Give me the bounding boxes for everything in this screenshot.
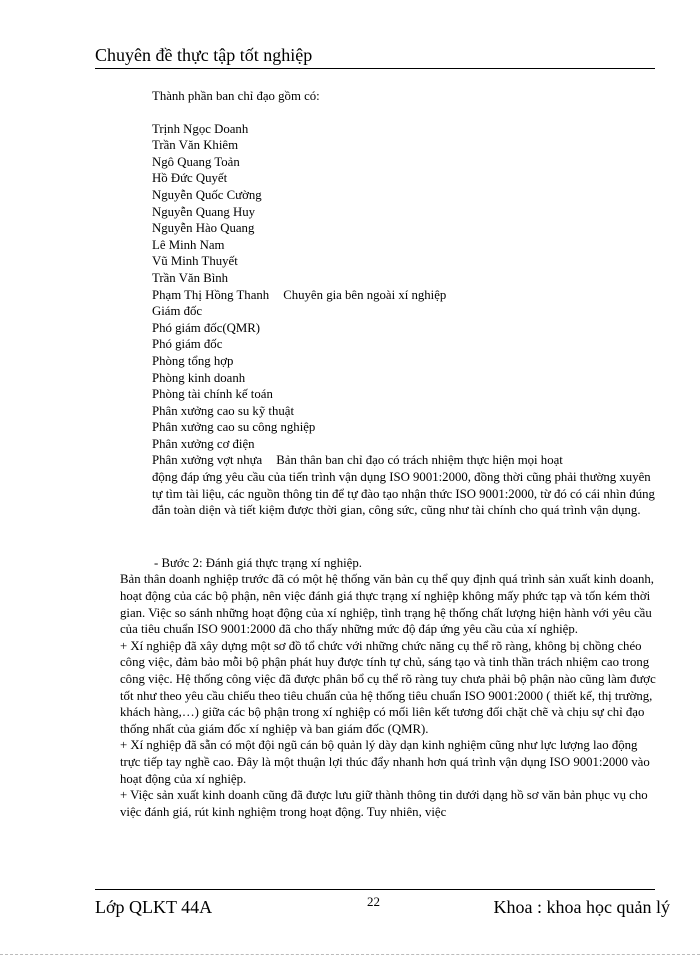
list-item-name: Phạm Thị Hồng Thanh xyxy=(152,287,270,302)
list-item: Phòng tài chính kế toán xyxy=(152,387,273,402)
list-item: Nguyễn Hào Quang xyxy=(152,221,255,236)
list-item: Phòng kinh doanh xyxy=(152,370,246,385)
list-item: Phó giám đốc(QMR) xyxy=(152,320,261,335)
footer-class-label: Lớp QLKT 44A xyxy=(95,897,213,917)
list-item: Phân xưởng cao su kỹ thuật xyxy=(152,403,295,418)
list-item: Hồ Đức Quyết xyxy=(152,171,228,186)
responsibility-lead: Bản thân ban chỉ đạo có trách nhiệm thực hiện mọi hoạt xyxy=(276,453,563,468)
step2-heading: - Bước 2: Đánh giá thực trạng xí nghiệp. xyxy=(154,555,362,570)
list-item: Phân xưởng cao su công nghiệp xyxy=(152,420,316,435)
list-item: Giám đốc xyxy=(152,304,203,319)
list-item: Lê Minh Nam xyxy=(152,237,225,252)
committee-intro: Thành phần ban chỉ đạo gồm có: xyxy=(152,89,320,103)
document-body xyxy=(120,88,656,820)
page-header-title: Chuyên đề thực tập tốt nghiệp xyxy=(95,45,313,65)
list-item: Trần Văn Bình xyxy=(152,270,229,285)
committee-list xyxy=(120,121,656,469)
list-item: Phân xưởng cơ điện xyxy=(152,436,255,451)
responsibility-paragraph: động đáp ứng yêu cầu của tiến trình vận dụng ISO 9001:2000, đồng thời cũng phải thường xuyên tự tìm tài liệu, các nguồn thông tin để tự đào tạo nhận thức ISO 9001:2000, từ đó có cái nhìn đúng đắn toàn diện và tiết kiệm được thời gian, công sức, cũng như tài chính cho quá trình vận dụng. xyxy=(152,470,655,518)
list-item: Trần Văn Khiêm xyxy=(152,138,239,153)
page-number: 22 xyxy=(367,894,380,909)
list-item-name: Phân xưởng vợt nhựa xyxy=(152,453,263,468)
list-item: Phó giám đốc xyxy=(152,337,223,352)
list-item: Nguyễn Quang Huy xyxy=(152,204,256,219)
footer-rule xyxy=(95,889,655,890)
footer-faculty: Khoa : khoa học quản lý xyxy=(493,897,670,917)
list-item: Trịnh Ngọc Doanh xyxy=(152,121,249,136)
page-bottom-edge xyxy=(0,954,700,955)
list-item: Vũ Minh Thuyết xyxy=(152,254,238,269)
list-item: Phòng tổng hợp xyxy=(152,353,234,368)
step2-paragraph: + Việc sản xuất kinh doanh cũng đã được lưu giữ thành thông tin dưới dạng hồ sơ văn bản phục vụ cho việc đánh giá, rút kinh nghiệm trong hoạt động. Tuy nhiên, việc xyxy=(120,788,648,819)
step2-paragraph: Bản thân doanh nghiệp trước đã có một hệ thống văn bản cụ thể quy định quá trình sản xuất kinh doanh, hoạt động của các bộ phận, nên việc đánh giá thực trạng xí nghiệp không mấy phức tạp và tốn kém thời gian. Việc so sánh những hoạt động của xí nghiệp, tình trạng hệ thống chất lượng hiện hành với yêu cầu của tiêu chuẩn ISO 9001:2000 đã cho thấy những mức độ đáp ứng yêu cầu của xí nghiệp. xyxy=(120,572,654,637)
list-item: Ngô Quang Toản xyxy=(152,154,240,169)
expert-note: Chuyên gia bên ngoài xí nghiệp xyxy=(283,287,447,302)
header-rule xyxy=(95,68,655,69)
list-item-with-paragraph xyxy=(152,452,656,469)
list-item: Nguyễn Quốc Cường xyxy=(152,187,262,202)
step2-paragraph: + Xí nghiệp đã sẵn có một đội ngũ cán bộ quản lý dày dạn kinh nghiệm cũng như lực lượng lao động trực tiếp tay nghề cao. Đây là một thuận lợi thúc đẩy nhanh hơn quá trình vận dụng ISO 9001:2000 vào hoạt động của xí nghiệp. xyxy=(120,738,650,786)
list-item-with-note xyxy=(152,287,656,304)
step2-paragraph: + Xí nghiệp đã xây dựng một sơ đồ tổ chức với những chức năng cụ thể rõ ràng, không bị chồng chéo công việc, đảm bảo mỗi bộ phận phát huy được tính tự chủ, sáng tạo và tinh thần trách nhiệm cao trong công việc. Hệ thống công việc đã được phân bổ cụ thể rõ ràng tuy chưa phải bộ phận nào cũng làm được tốt như theo yêu cầu chiếu theo tiêu chuẩn của hệ thống tiêu chuẩn ISO 9001:2000 ( thiết kế, thị trường, khách hàng,…) giữa các bộ phận trong xí nghiệp có mối liên kết tương đối chặt chẽ và chịu sự chỉ đạo thống nhất của giám đốc xí nghiệp và ban giám đốc (QMR). xyxy=(120,638,656,736)
